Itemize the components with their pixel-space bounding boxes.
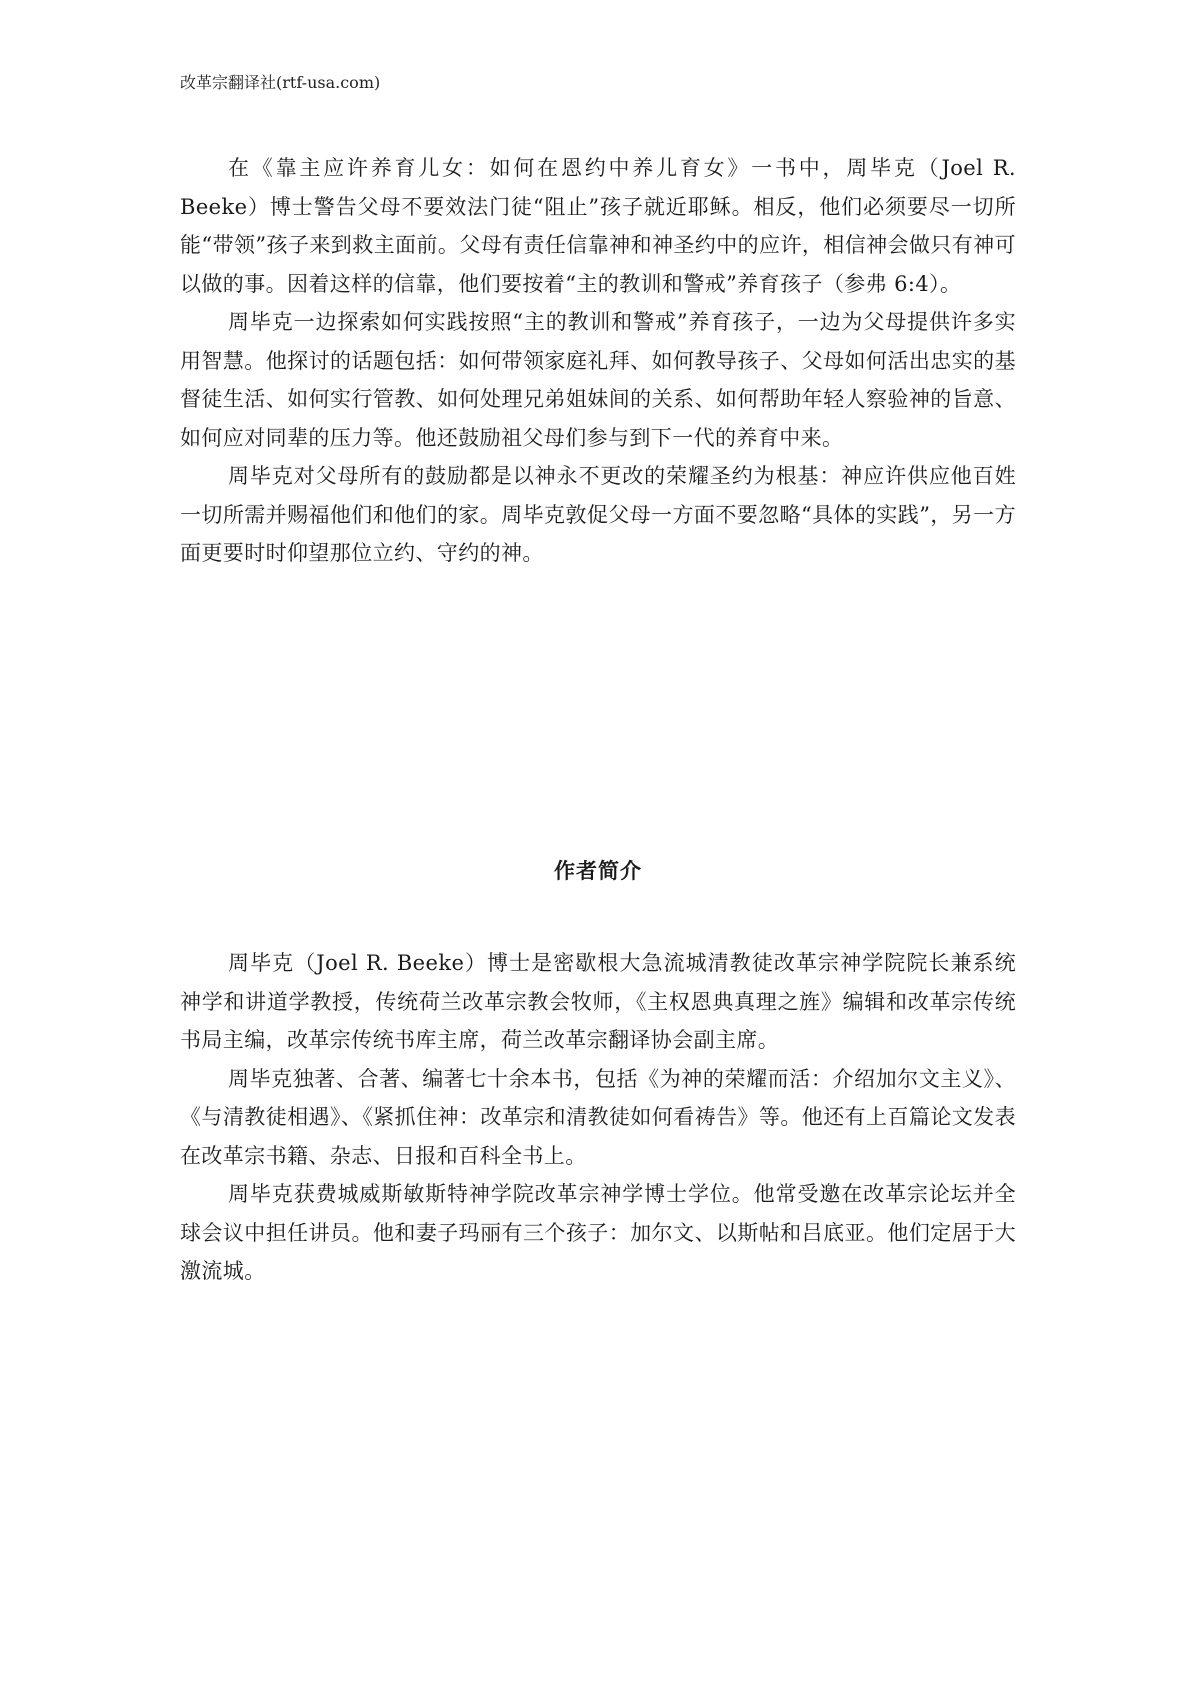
author-bio-block — [180, 944, 1016, 1291]
intro-paragraph-2: 周毕克一边探索如何实践按照“主的教训和警戒”养育孩子，一边为父母提供许多实用智慧。他探讨的话题包括：如何带领家庭礼拜、如何教导孩子、父母如何活出忠实的基督徒生活、如何实行管教、如何处理兄弟姐妹间的关系、如何帮助年轻人察验神的旨意、如何应对同辈的压力等。他还鼓励祖父母们参与到下一代的养育中来。 — [180, 310, 1016, 450]
page-header: 改革宗翻译社(rtf-usa.com) — [180, 73, 381, 92]
intro-paragraph-1: 在《靠主应许养育儿女：如何在恩约中养儿育女》一书中，周毕克（Joel R. Beeke）博士警告父母不要效法门徒“阻止”孩子就近耶稣。相反，他们必须要尽一切所能“带领”孩子来到救主面前。父母有责任信靠神和神圣约中的应许，相信神会做只有神可以做的事。因着这样的信靠，他们要按着“主的教训和警戒”养育孩子（参弗 6:4）。 — [180, 156, 1016, 296]
author-paragraph-2: 周毕克独著、合著、编著七十余本书，包括《为神的荣耀而活：介绍加尔文主义》、《与清教徒相遇》、《紧抓住神：改革宗和清教徒如何看祷告》等。他还有上百篇论文发表在改革宗书籍、杂志、日报和百科全书上。 — [180, 1066, 1016, 1168]
intro-block — [180, 149, 1016, 573]
author-paragraph-1: 周毕克（Joel R. Beeke）博士是密歇根大急流城清教徒改革宗神学院院长兼系统神学和讲道学教授，传统荷兰改革宗教会牧师，《主权恩典真理之旌》编辑和改革宗传统书局主编，改革宗传统书库主席，荷兰改革宗翻译协会副主席。 — [180, 951, 1016, 1052]
intro-paragraph-3: 周毕克对父母所有的鼓励都是以神永不更改的荣耀圣约为根基：神应许供应他百姓一切所需并赐福他们和他们的家。周毕克敦促父母一方面不要忽略“具体的实践”，另一方面更要时时仰望那位立约、守约的神。 — [180, 464, 1016, 565]
author-section-title: 作者简介 — [554, 859, 642, 883]
author-paragraph-3: 周毕克获费城威斯敏斯特神学院改革宗神学博士学位。他常受邀在改革宗论坛并全球会议中担任讲员。他和妻子玛丽有三个孩子：加尔文、以斯帖和吕底亚。他们定居于大激流城。 — [180, 1182, 1016, 1283]
